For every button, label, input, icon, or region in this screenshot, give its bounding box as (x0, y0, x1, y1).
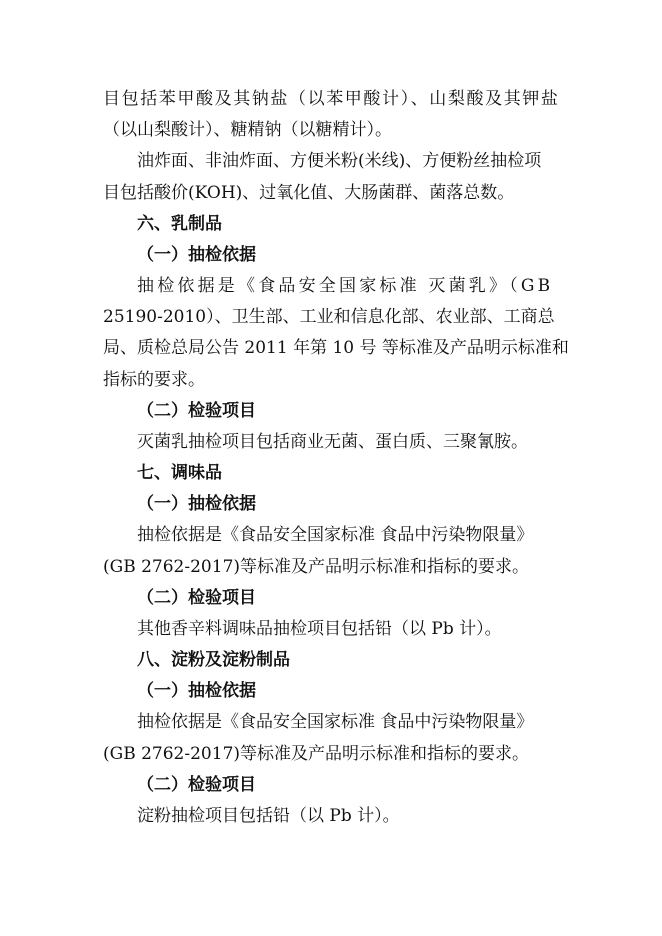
subsection-heading: （二）检验项目 (137, 401, 256, 421)
subsection-heading: （一）抽检依据 (137, 494, 256, 514)
subsection-heading: （二）检验项目 (137, 588, 256, 608)
subsection-heading: （一）抽检依据 (137, 681, 256, 701)
paragraph-line: 目包括苯甲酸及其钠盐（以苯甲酸计）、山梨酸及其钾盐 (103, 89, 560, 109)
paragraph-line: 局、质检总局公告 2011 年第 10 号 等标准及产品明示标准和 (103, 338, 569, 358)
paragraph-line: 灭菌乳抽检项目包括商业无菌、蛋白质、三聚氰胺。 (137, 432, 528, 452)
paragraph-line: 淀粉抽检项目包括铅（以 Pb 计）。 (137, 806, 400, 826)
paragraph-line: 其他香辛料调味品抽检项目包括铅（以 Pb 计）。 (137, 619, 502, 639)
paragraph-line: 油炸面、非油炸面、方便米粉(米线)、方便粉丝抽检项 (137, 151, 542, 171)
section-heading: 八、淀粉及淀粉制品 (137, 650, 290, 670)
paragraph-line: 抽检依据是《食品安全国家标准 食品中污染物限量》 (137, 712, 534, 732)
section-heading: 七、调味品 (137, 463, 222, 483)
subsection-heading: （二）检验项目 (137, 775, 256, 795)
subsection-heading: （一）抽检依据 (137, 245, 256, 265)
section-heading: 六、乳制品 (137, 214, 222, 234)
paragraph-line: 25190-2010）、卫生部、工业和信息化部、农业部、工商总 (103, 307, 555, 327)
paragraph-line: (GB 2762-2017)等标准及产品明示标准和指标的要求。 (103, 744, 530, 764)
paragraph-line: 抽检依据是《食品安全国家标准 食品中污染物限量》 (137, 525, 534, 545)
paragraph-line: 抽检依据是《食品安全国家标准 灭菌乳》（GB (137, 276, 554, 296)
paragraph-line: 指标的要求。 (103, 370, 205, 390)
paragraph-line: （以山梨酸计）、糖精钠（以糖精计）。 (103, 120, 392, 140)
paragraph-line: 目包括酸价(KOH)、过氧化值、大肠菌群、菌落总数。 (103, 183, 515, 203)
paragraph-line: (GB 2762-2017)等标准及产品明示标准和指标的要求。 (103, 557, 530, 577)
